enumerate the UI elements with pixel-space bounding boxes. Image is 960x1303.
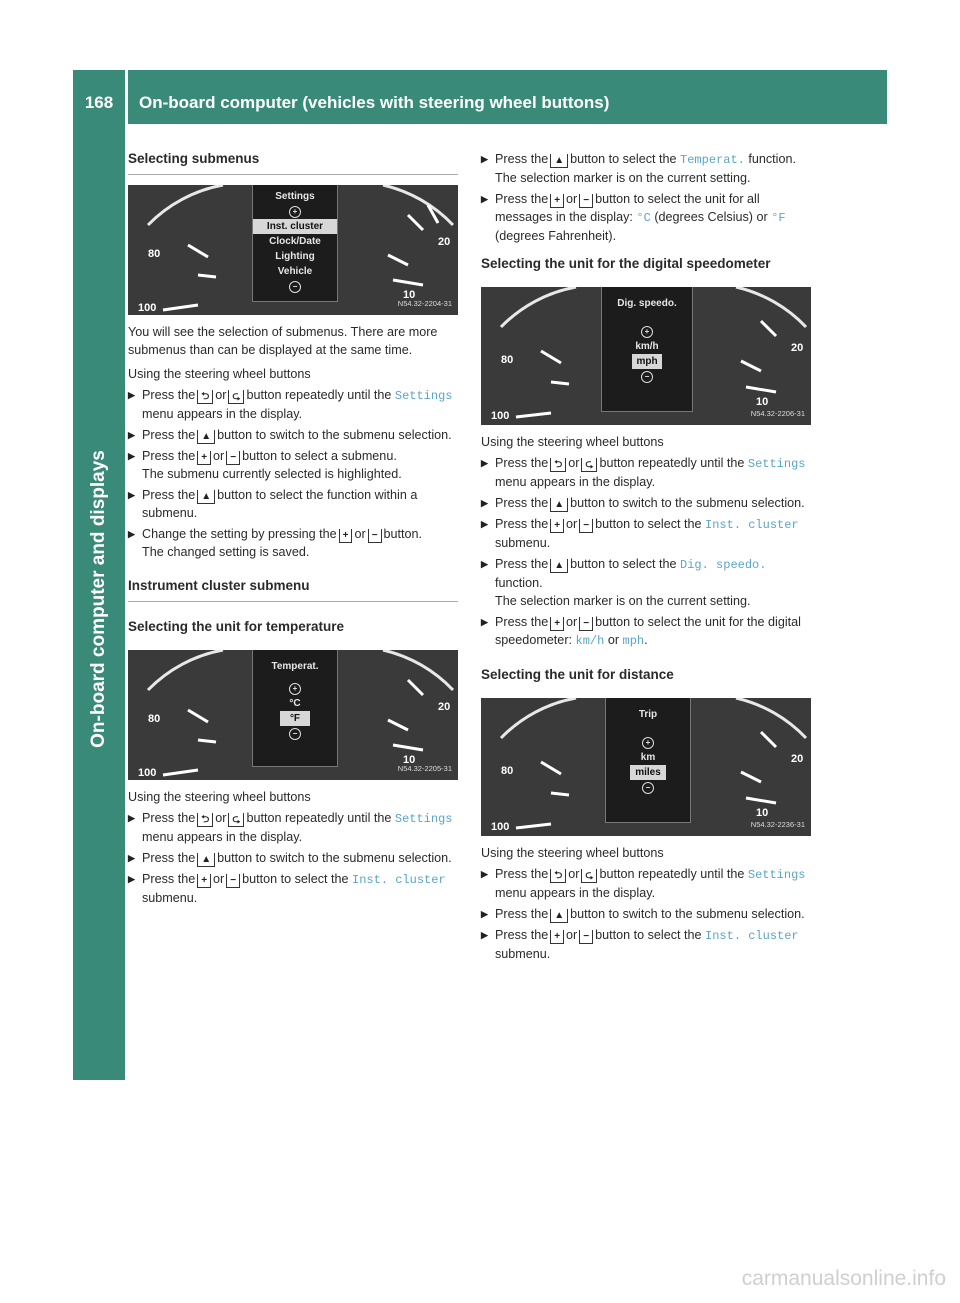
instruction-step: ▶ Press the ▲ button to switch to the submenu selection. <box>128 426 458 444</box>
triangle-up-icon: ▲ <box>197 430 215 444</box>
page-forward-icon: ⮎ <box>581 869 597 883</box>
subsection-heading: Selecting the unit for the digital speedometer <box>481 256 771 271</box>
triangle-up-icon: ▲ <box>197 853 215 867</box>
instruction-step: ▶ Press the ⮌ or ⮎ button repeatedly until the Settings menu appears in the display. <box>481 454 811 491</box>
gauge-label: 100 <box>491 821 510 833</box>
minus-icon: − <box>579 930 593 944</box>
display-up-marker: + <box>253 204 337 219</box>
instruction-step: ▶ Press the + or − button to select the unit for the digital speedometer: km/h or mph. <box>481 613 811 650</box>
plus-icon: + <box>197 874 211 888</box>
triangle-up-icon: ▲ <box>550 559 568 573</box>
display-panel <box>605 698 691 823</box>
display-row: miles <box>630 765 666 780</box>
plus-icon: + <box>550 194 564 208</box>
using-text: Using the steering wheel buttons <box>128 367 311 381</box>
gauge-label: 100 <box>138 302 157 314</box>
gauge-label: 80 <box>148 713 161 725</box>
figure-code: N54.32-2205-31 <box>397 764 452 773</box>
subsection-heading: Selecting the unit for temperature <box>128 619 345 634</box>
page-back-icon: ⮌ <box>550 458 566 472</box>
instruction-step: ▶ Change the setting by pressing the + or − button. The changed setting is saved. <box>128 525 458 561</box>
display-down-marker: − <box>602 369 692 384</box>
plus-icon: + <box>197 451 211 465</box>
gauge-label: 20 <box>791 342 804 354</box>
display-row: Lighting <box>275 251 315 262</box>
gauge-label: 80 <box>501 765 514 777</box>
page-forward-icon: ⮎ <box>228 813 244 827</box>
gauge-label: 10 <box>756 807 769 819</box>
instruction-step: ▶ Press the + or − button to select the Inst. cluster submenu. <box>481 926 811 963</box>
gauge-label: 20 <box>438 236 451 248</box>
chapter-tab-label: On-board computer and displays <box>88 450 109 748</box>
display-row: km <box>640 752 656 763</box>
subsection-heading: Selecting the unit for distance <box>481 667 674 682</box>
gauge-label: 10 <box>756 396 769 408</box>
plus-icon: + <box>550 617 564 631</box>
gauge-label: 10 <box>403 754 416 766</box>
plus-icon: + <box>550 519 564 533</box>
page-header <box>73 70 887 124</box>
instruction-step: ▶ Press the ▲ button to switch to the submenu selection. <box>128 849 458 867</box>
gauge-label: 20 <box>791 753 804 765</box>
display-panel <box>252 650 338 767</box>
display-up-marker: + <box>606 722 690 750</box>
left-column <box>128 150 458 907</box>
chapter-tab <box>73 124 125 1080</box>
instruction-step: ▶ Press the + or − button to select a submenu. The submenu currently selected is highlighted. <box>128 447 458 483</box>
intro-text: You will see the selection of submenus. There are more submenus than can be displayed at the same time. <box>128 325 438 357</box>
figure-distance <box>481 698 811 836</box>
gauge-label: 80 <box>501 354 514 366</box>
display-row: km/h <box>635 341 659 352</box>
page-title: On-board computer (vehicles with steering wheel buttons) <box>139 93 610 112</box>
plus-icon: + <box>339 529 353 543</box>
minus-icon: − <box>579 194 593 208</box>
gauge-label: 100 <box>138 767 157 779</box>
figure-temperature <box>128 650 458 780</box>
display-row: °C <box>289 698 301 709</box>
minus-icon: − <box>579 617 593 631</box>
minus-icon: − <box>579 519 593 533</box>
triangle-up-icon: ▲ <box>550 909 568 923</box>
header-divider <box>125 70 128 124</box>
figure-speedometer <box>481 287 811 425</box>
using-text: Using the steering wheel buttons <box>481 435 664 449</box>
figure-code: N54.32-2204-31 <box>397 299 452 308</box>
display-panel <box>601 287 693 412</box>
display-row: Inst. cluster <box>253 219 337 234</box>
instruction-step: ▶ Press the ⮌ or ⮎ button repeatedly until the Settings menu appears in the display. <box>128 809 458 846</box>
instruction-step: ▶ Press the ▲ button to select the Temperat. function. The selection marker is on the current setting. <box>481 150 811 187</box>
display-title: Trip <box>638 709 658 720</box>
instruction-step: ▶ Press the ▲ button to select the function within a submenu. <box>128 486 458 522</box>
figure-code: N54.32-2206-31 <box>750 409 805 418</box>
page-number: 168 <box>84 93 114 112</box>
page-forward-icon: ⮎ <box>581 458 597 472</box>
instruction-step: ▶ Press the ▲ button to select the Dig. speedo. function. The selection marker is on the current setting. <box>481 555 811 610</box>
figure-settings <box>128 185 458 315</box>
section-heading: Instrument cluster submenu <box>128 578 310 593</box>
page-back-icon: ⮌ <box>197 390 213 404</box>
page-back-icon: ⮌ <box>550 869 566 883</box>
instruction-step: ▶ Press the + or − button to select the Inst. cluster submenu. <box>481 515 811 552</box>
display-row: Clock/Date <box>269 236 321 247</box>
instruction-step: ▶ Press the ▲ button to switch to the submenu selection. <box>481 494 811 512</box>
instruction-step: ▶ Press the ⮌ or ⮎ button repeatedly until the Settings menu appears in the display. <box>481 865 811 902</box>
page-back-icon: ⮌ <box>197 813 213 827</box>
instruction-step: ▶ Press the ⮌ or ⮎ button repeatedly until the Settings menu appears in the display. <box>128 386 458 423</box>
minus-icon: − <box>226 451 240 465</box>
instruction-step: ▶ Press the ▲ button to switch to the submenu selection. <box>481 905 811 923</box>
instruction-step: ▶ Press the + or − button to select the unit for all messages in the display: °C (degrees Celsius) or °F (degrees Fahrenheit). <box>481 190 811 245</box>
minus-icon: − <box>226 874 240 888</box>
display-up-marker: + <box>253 674 337 696</box>
watermark: carmanualsonline.info <box>741 1267 946 1290</box>
right-column <box>481 150 811 963</box>
minus-icon: − <box>368 529 382 543</box>
instruction-step: ▶ Press the + or − button to select the Inst. cluster submenu. <box>128 870 458 907</box>
display-panel <box>252 185 338 302</box>
display-row: °F <box>280 711 310 726</box>
gauge-label: 80 <box>148 248 161 260</box>
display-row: Vehicle <box>277 266 313 277</box>
using-text: Using the steering wheel buttons <box>481 846 664 860</box>
section-rule <box>128 174 458 175</box>
display-title: Settings <box>275 191 315 202</box>
figure-code: N54.32-2236-31 <box>750 820 805 829</box>
triangle-up-icon: ▲ <box>550 154 568 168</box>
display-down-marker: − <box>253 726 337 741</box>
section-heading: Selecting submenus <box>128 151 260 166</box>
gauge-label: 20 <box>438 701 451 713</box>
display-title: Dig. speedo. <box>617 298 677 309</box>
display-title: Temperat. <box>271 661 319 672</box>
triangle-up-icon: ▲ <box>197 490 215 504</box>
display-row: mph <box>632 354 662 369</box>
using-text: Using the steering wheel buttons <box>128 790 311 804</box>
display-up-marker: + <box>602 311 692 339</box>
page-forward-icon: ⮎ <box>228 390 244 404</box>
gauge-label: 100 <box>491 410 510 422</box>
display-down-marker: − <box>606 780 690 795</box>
triangle-up-icon: ▲ <box>550 498 568 512</box>
display-down-marker: − <box>253 279 337 294</box>
gauge-label: 10 <box>403 289 416 301</box>
plus-icon: + <box>550 930 564 944</box>
